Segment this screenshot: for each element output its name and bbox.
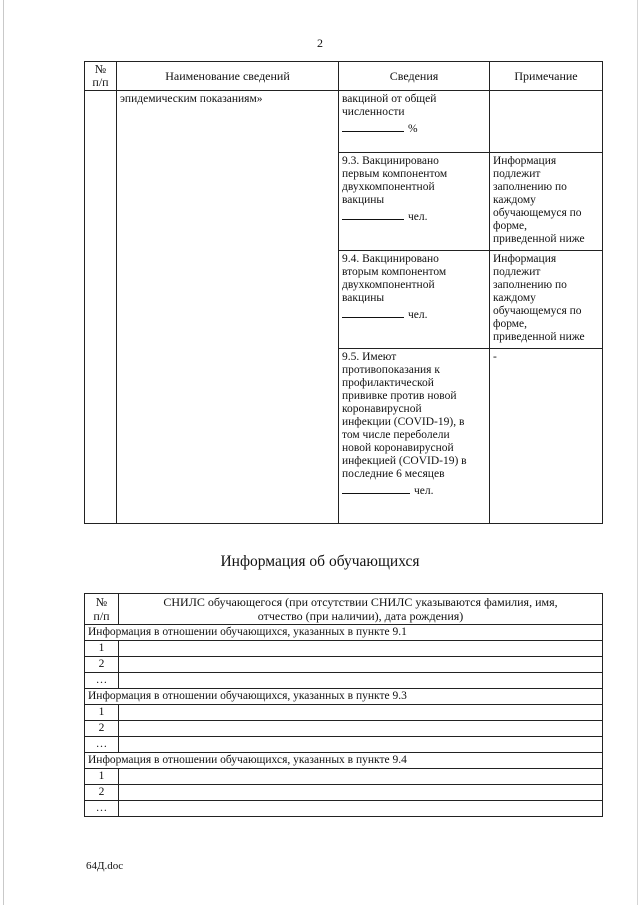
vaccination-info-table	[84, 61, 603, 524]
snils-cell[interactable]	[119, 801, 603, 817]
group-row	[85, 689, 603, 705]
row-number: 1	[85, 705, 119, 721]
unit-label: чел.	[408, 211, 428, 223]
table-row	[85, 673, 603, 689]
snils-cell[interactable]	[119, 737, 603, 753]
svedeniya-cell	[339, 153, 490, 251]
header-svedeniya: Сведения	[339, 62, 490, 91]
svedeniya-text: вакциной от общей численности	[342, 93, 437, 118]
fill-in-blank[interactable]	[342, 210, 404, 220]
row-number: …	[85, 737, 119, 753]
page-edge-left	[3, 0, 4, 905]
snils-cell[interactable]	[119, 705, 603, 721]
table2-header-row	[85, 594, 603, 625]
table-row	[85, 801, 603, 817]
snils-cell[interactable]	[119, 657, 603, 673]
table-row	[85, 769, 603, 785]
header-name: Наименование сведений	[117, 62, 339, 91]
group-title: Информация в отношении обучающихся, указанных в пункте 9.4	[85, 753, 603, 769]
table-row	[85, 657, 603, 673]
snils-cell[interactable]	[119, 721, 603, 737]
table-row	[85, 721, 603, 737]
row-number: …	[85, 801, 119, 817]
row-number: 2	[85, 785, 119, 801]
table-row	[85, 785, 603, 801]
fill-in-blank[interactable]	[342, 122, 404, 132]
svedeniya-text: 9.5. Имеют противопоказания к профилактической прививке против новой коронавирусной инфекции (COVID-19), в том числе переболели новой коронавирусной инфекцией (COVID-19) в последние 6 месяцев	[342, 351, 467, 480]
unit-label: %	[408, 123, 418, 135]
note-cell: Информация подлежит заполнению по каждому обучающемуся по форме, приведенной ниже	[490, 251, 603, 349]
note-cell: -	[490, 349, 603, 524]
students-table	[84, 593, 603, 817]
table-row	[85, 641, 603, 657]
unit-label: чел.	[408, 309, 428, 321]
svedeniya-cell	[339, 251, 490, 349]
header-note: Примечание	[490, 62, 603, 91]
table-row	[85, 705, 603, 721]
row-number: …	[85, 673, 119, 689]
header-number: № п/п	[85, 62, 117, 91]
svedeniya-cell	[339, 91, 490, 153]
unit-label: чел.	[414, 485, 434, 497]
table1-header-row	[85, 62, 603, 91]
header-snils: СНИЛС обучающегося (при отсутствии СНИЛС указываются фамилия, имя, отчество (при наличии), дата рождения)	[119, 594, 603, 625]
file-name-footer: 64Д.doc	[86, 860, 124, 872]
row-number: 1	[85, 641, 119, 657]
snils-cell[interactable]	[119, 641, 603, 657]
group-row	[85, 753, 603, 769]
section-title: Информация об обучающихся	[220, 553, 420, 570]
fill-in-blank[interactable]	[342, 484, 410, 494]
svedeniya-text: 9.3. Вакцинировано первым компонентом двухкомпонентной вакцины	[342, 155, 448, 206]
svedeniya-cell	[339, 349, 490, 524]
name-cell: эпидемическим показаниям»	[117, 91, 339, 524]
group-row	[85, 625, 603, 641]
fill-in-blank[interactable]	[342, 308, 404, 318]
page-number: 2	[317, 36, 323, 50]
header-number: № п/п	[85, 594, 119, 625]
note-cell	[490, 91, 603, 153]
row-number: 2	[85, 657, 119, 673]
table-row	[85, 91, 603, 153]
number-cell	[85, 91, 117, 524]
row-number: 1	[85, 769, 119, 785]
group-title: Информация в отношении обучающихся, указанных в пункте 9.3	[85, 689, 603, 705]
snils-cell[interactable]	[119, 769, 603, 785]
group-title: Информация в отношении обучающихся, указанных в пункте 9.1	[85, 625, 603, 641]
snils-cell[interactable]	[119, 673, 603, 689]
svedeniya-text: 9.4. Вакцинировано вторым компонентом двухкомпонентной вакцины	[342, 253, 447, 304]
row-number: 2	[85, 721, 119, 737]
note-cell: Информация подлежит заполнению по каждому обучающемуся по форме, приведенной ниже	[490, 153, 603, 251]
snils-cell[interactable]	[119, 785, 603, 801]
table-row	[85, 737, 603, 753]
page-edge-right	[637, 0, 638, 905]
